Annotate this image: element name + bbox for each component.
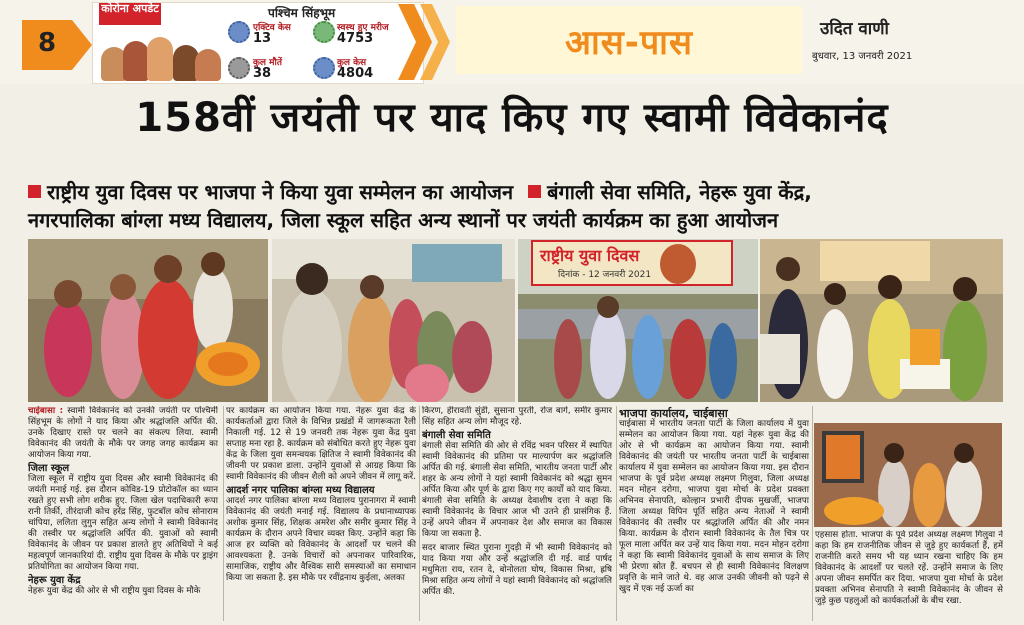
article-column-2	[226, 406, 416, 621]
section-heading: जिला स्कूल	[28, 463, 70, 474]
corona-update-box	[92, 2, 424, 84]
stat-value-deaths: 38	[253, 66, 272, 81]
subheadline-line-1	[28, 178, 1008, 205]
article-paragraph: जिला स्कूल में राष्ट्रीय युवा दिवस और स्वामी विवेकानंद की जयंती मनाई गई. इस दौरान कोविड-19 प्रोटोकॉल का ध्यान रखते हुए सभी लोग शरीक हुए. जिला खेल पदाधिकारी रूपा रानी तिर्की, तीरंदाजी कोच हरेंद्र सिंह, फुटबॉल कोच सोनाराम चांपिया, ललिता लुगुन सहित अन्य लोगों ने स्वामी विवेकानंद की तस्वीर पर श्रद्धांजलि अर्पित की. युवाओं को स्वामी विवेकानंद के जीवन पर प्रकाश डालते हुए अतिथियों ने कई महत्वपूर्ण जानकारियां दी. राष्ट्रीय युवा दिवस के मौके पर ड्राइंग प्रतियोगिता का आयोजन किया गया.	[28, 474, 218, 572]
stat-value-recovered: 4753	[337, 31, 374, 46]
bullet-square-icon	[28, 185, 41, 198]
bullet-square-icon	[528, 185, 541, 198]
virus-icon	[228, 57, 250, 79]
virus-icon	[313, 57, 335, 79]
article-paragraph: स्वामी विवेकानंद को उनकी जयंती पर पश्चिमी सिंहभूम के लोगों ने याद किया और श्रद्धांजलि अर्पित की. उनके दिखाए रास्ते पर चलने का संकल्प लिया. स्वामी विवेकानंद की जयंती के मौके पर जगह जगह कार्यक्रम का आयोजन किया गया.	[28, 406, 218, 460]
chevron-decoration-icon	[420, 4, 460, 80]
stat-label-deaths: कुल मौतें	[253, 58, 282, 68]
article-paragraph: किरण, हीरावती सुंडी, सुसाना पुरती, रोज बागे, समीर कुमार सिंह सहित अन्य लोग मौजूद रहे.	[422, 406, 612, 427]
section-heading: आदर्श नगर पालिका बांग्ला मध्य विद्यालय	[226, 485, 375, 496]
section-heading: बंगाली सेवा समिति	[422, 430, 491, 441]
section-heading: भाजपा कार्यालय, चाईबासा	[619, 407, 728, 420]
article-paragraph: बंगाली सेवा समिति की ओर से रविंद्र भवन परिसर में स्थापित स्वामी विवेकानंद की प्रतिमा पर माल्यार्पण कर श्रद्धांजलि अर्पित की गई. बंगाली सेवा समिति, भारतीय जनता पार्टी और शहर के अन्य लोगों ने यहां स्वामी विवेकानंद को श्रद्धा सुमन अर्पित किया और पूर्ण के द्वारा किए गए कार्यों को याद किया. बंगाली सेवा समिति के अध्यक्ष देवाशीष दत्ता ने कहा कि स्वामी विवेकानंद के विचार आज भी उतने ही प्रासंगिक हैं. उन्हें अपने जीवन में अपनाकर देश और समाज का विकास किया जा सकता है.	[422, 441, 612, 539]
article-paragraph: एहसास होता. भाजपा के पूर्व प्रदेश अध्यक्ष लक्ष्मण गिलुवा ने कहा कि हम राजनीतिक जीवन से जुड़े हुए कार्यकर्ता हैं, हमें राजनीति करते समय भी यह ध्यान रखना चाहिए कि हम विवेकानंद के आदर्शों पर चलते रहें. उन्होंने समाज के लिए अपना जीवन समर्पित कर दिया. भाजपा युवा मोर्चा के प्रदेश प्रवक्ता अभिनव सेनापति ने स्वामी विवेकानंद के जीवन से जुड़े कुछ पहलुओं को कार्यकर्ताओं के बीच रखा.	[815, 530, 1003, 606]
subheadline-line-2: नगरपालिका बांग्ला मध्य विद्यालय, जिला स्कूल सहित अन्य स्थानों पर जयंती कार्यक्रम का हुआ आयोजन	[28, 208, 779, 232]
newspaper-name: उदित वाणी	[820, 19, 889, 39]
article-paragraph: पर कार्यक्रम का आयोजन किया गया. नेहरू युवा केंद्र के कार्यकर्ताओं द्वारा जिले के विभिन्न प्रखंडों में जागरूकता रैली निकाली गई. 12 से 19 जनवरी तक नेहरू युवा केंद्र युवा सप्ताह मना रहा है. कार्यक्रम को संबोधित करते हुए नेहरू युवा केंद्र के जिला युवा समन्वयक क्षितिज ने स्वामी विवेकानंद की जीवनी पर प्रकाश डाला. उन्होंने युवाओं से आग्रह किया कि स्वामी विवेकानंद की जीवन शैली को अपने जीवन में लागू करें.	[226, 406, 416, 482]
stat-value-active: 13	[253, 31, 272, 46]
dateline: चाईबासा :	[28, 406, 64, 416]
article-paragraph: चाईबासा में भारतीय जनता पार्टी के जिला कार्यालय में युवा सम्मेलन का आयोजन किया गया. यहां नेहरू युवा केंद्र की ओर से भी कार्यक्रम का आयोजन किया गया. स्वामी विवेकानंद की जयंती पर भारतीय जनता पार्टी के चाईबासा कार्यालय में युवा सम्मेलन का आयोजन किया गया. इस दौरान भाजपा के पूर्व प्रदेश अध्यक्ष लक्ष्मण गिलुवा, जिला अध्यक्ष मदन मोहन दरोगा, भाजपा युवा मोर्चा के प्रदेश प्रवक्ता अभिनव सेनापति, कोल्हान प्रभारी दीपक मुखर्जी, भाजपा जिला अध्यक्ष विपिन पूर्ति सहित अन्य नेताओं ने स्वामी विवेकानंद की तस्वीर पर श्रद्धांजलि अर्पित की और नमन किया. कार्यक्रम के दौरान स्वामी विवेकानंद के तैल चित्र पर फूल माला अर्पित कर उन्हें याद किया गया. मदन मोहन दरोगा ने कहा कि स्वामी विवेकानंद युवाओं के साथ समाज के लिए भी प्रेरणा स्रोत हैं. बचपन से ही स्वामी विवेकानंद विलक्षण प्रवृत्ति के माने जाते थे. वह आज उनकी जीवनी को पढ़ने से खुद में एक नई ऊर्जा का	[619, 419, 809, 594]
subhead-text: बंगाली सेवा समिति, नेहरू युवा केंद्र,	[547, 180, 812, 204]
photo-school-gathering	[272, 239, 515, 402]
publication-date: बुधवार, 13 जनवरी 2021	[812, 51, 913, 62]
page-number-tab	[22, 20, 92, 70]
photo-banner-date: दिनांक - 12 जनवरी 2021	[558, 270, 652, 280]
stat-label-recovered: स्वस्थ हुए मरीज	[337, 23, 389, 33]
region-name: पश्चिम सिंहभूम	[268, 6, 336, 20]
stat-label-active: एक्टिव केस	[253, 23, 291, 33]
photo-banner-title: राष्ट्रीय युवा दिवस	[540, 246, 640, 265]
photo-tribute-portrait	[814, 423, 1002, 527]
corona-badge: कोरोना अपडेट	[99, 3, 161, 25]
article-paragraph: आदर्श नगर पालिका बांग्ला मध्य विद्यालय पुरानागरा में स्वामी विवेकानंद की जयंती मनाई गई. विद्यालय के प्रधानाध्यापक अशोक कुमार सिंह, शिक्षक अमरेश और समीर कुमार सिंह ने कार्यक्रम के दौरान अपने विचार व्यक्त किए. उन्होंने कहा कि आज हर व्यक्ति को विवेकानंद के आदर्शों पर चलने की आवश्यकता है. उनके विचारों को अपनाकर पारिवारिक, सामाजिक, राष्ट्रीय और वैश्विक सारी समस्याओं का समाधान किया जा सकता है. इस मौके पर रवींद्रनाथ कुईला, अलका	[226, 496, 416, 583]
page-header	[0, 0, 1024, 84]
photo-youth-day-banner	[518, 239, 758, 402]
stat-label-total: कुल केस	[337, 58, 367, 68]
article-column-5	[815, 530, 1003, 622]
photo-tribute-garland	[28, 239, 268, 402]
article-column-4	[619, 406, 809, 621]
masked-people-illustration	[101, 31, 221, 81]
subhead-text: राष्ट्रीय युवा दिवस पर भाजपा ने किया युवा सम्मेलन का आयोजन	[47, 180, 514, 204]
article-column-3	[422, 406, 612, 621]
virus-icon	[228, 21, 250, 43]
page-number: 8	[37, 28, 57, 58]
virus-icon	[313, 21, 335, 43]
stat-value-total: 4804	[337, 66, 374, 81]
section-banner	[456, 6, 802, 74]
photo-bjp-office-youth	[760, 239, 1003, 402]
article-paragraph: नेहरू युवा केंद्र की ओर से भी राष्ट्रीय युवा दिवस के मौके	[28, 586, 201, 596]
article-column-1	[28, 406, 218, 621]
section-heading: नेहरू युवा केंद्र	[28, 575, 81, 586]
article-paragraph: सदर बाजार स्थित पुराना गुदड़ी में भी स्वामी विवेकानंद को याद किया गया और उन्हें श्रद्धांजलि दी गई. वार्ड पार्षद मधुमिता राय, रतन दे, बोनोलता घोष, विकास मिश्रा, ह्रषि मिश्रा सहित अन्य लोगों ने यहां स्वामी विवेकानंद को श्रद्धांजलि अर्पित की.	[422, 543, 612, 597]
section-title: आस-पास	[565, 23, 693, 63]
main-headline: 158वीं जयंती पर याद किए गए स्वामी विवेकानंद	[135, 95, 889, 141]
